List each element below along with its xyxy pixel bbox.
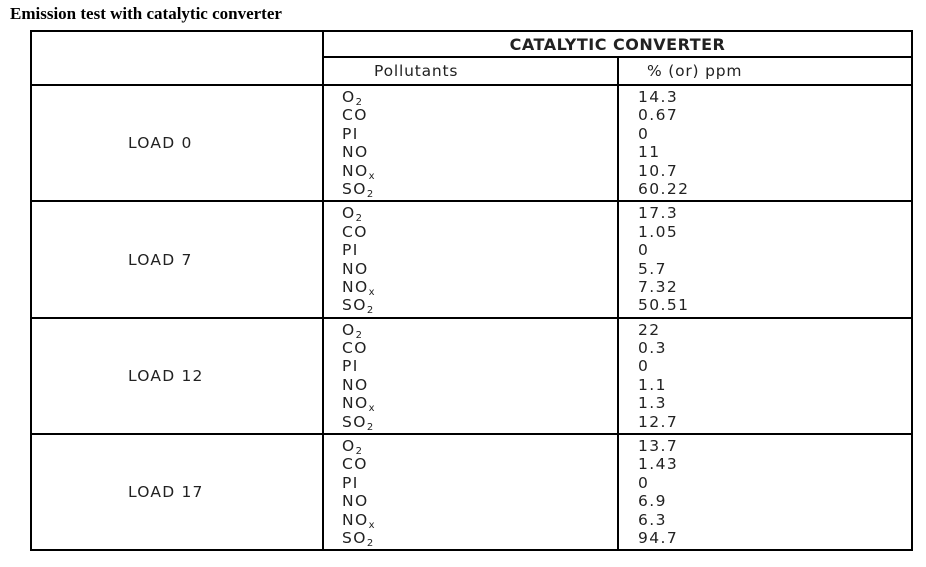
- pollutants-header: Pollutants: [323, 57, 618, 85]
- load-label: LOAD 7: [128, 250, 193, 269]
- table-row: [31, 85, 912, 201]
- load-label: LOAD 17: [128, 483, 204, 502]
- pollutant-name: $O_2$: [342, 437, 362, 458]
- values-cell: [618, 318, 912, 434]
- pollutants-cell: [323, 85, 618, 201]
- page-title: Emission test with catalytic converter: [10, 4, 282, 23]
- table-header-row: [31, 31, 912, 57]
- pollutant-name: NO: [342, 259, 369, 278]
- pollutant-value: 5.7: [638, 259, 667, 278]
- pollutant-value: 7.32: [638, 277, 679, 296]
- table-row: [31, 434, 912, 550]
- pollutant-value: 11: [638, 143, 661, 162]
- pollutant-value: 13.7: [638, 437, 679, 456]
- pollutant-name: NO: [342, 492, 369, 511]
- pollutant-name: PI: [342, 473, 359, 492]
- unit-header: % (or) ppm: [618, 57, 912, 85]
- pollutant-name: $SO_2$: [342, 528, 374, 549]
- values-cell: [618, 85, 912, 201]
- pollutant-name: $NO_x$: [342, 394, 375, 415]
- table-main-header: CATALYTIC CONVERTER: [323, 31, 912, 57]
- pollutant-name: NO: [342, 143, 369, 162]
- pollutant-value: 1.43: [638, 455, 679, 474]
- pollutant-name: PI: [342, 124, 359, 143]
- pollutant-name: $O_2$: [342, 204, 362, 225]
- pollutant-value: 12.7: [638, 412, 679, 431]
- pollutant-value: 0: [638, 357, 650, 376]
- pollutant-value: 6.9: [638, 492, 667, 511]
- load-label-cell: [31, 318, 323, 434]
- load-label: LOAD 12: [128, 366, 204, 385]
- pollutant-value: 17.3: [638, 204, 679, 223]
- pollutant-value: 1.1: [638, 375, 667, 394]
- pollutant-name: $NO_x$: [342, 277, 375, 298]
- pollutant-value: 94.7: [638, 528, 679, 547]
- pollutant-name: CO: [342, 106, 368, 125]
- pollutant-name: NO: [342, 375, 369, 394]
- pollutant-value: 0: [638, 241, 650, 260]
- values-cell: [618, 434, 912, 550]
- pollutant-value: 10.7: [638, 161, 679, 180]
- pollutant-name: $O_2$: [342, 320, 362, 341]
- pollutant-name: PI: [342, 357, 359, 376]
- pollutant-name: $NO_x$: [342, 161, 375, 182]
- emission-table: [30, 30, 913, 551]
- pollutants-cell: [323, 434, 618, 550]
- pollutant-value: 1.05: [638, 222, 679, 241]
- empty-corner-cell: [31, 31, 323, 85]
- pollutant-value: 0.67: [638, 106, 679, 125]
- values-cell: [618, 201, 912, 317]
- pollutant-name: $NO_x$: [342, 510, 375, 531]
- table-row: [31, 201, 912, 317]
- pollutant-name: $O_2$: [342, 88, 362, 108]
- pollutant-value: 6.3: [638, 510, 667, 529]
- pollutant-value: 1.3: [638, 394, 667, 413]
- pollutant-value: 0: [638, 124, 650, 143]
- pollutant-name: $SO_2$: [342, 296, 374, 317]
- load-label-cell: [31, 201, 323, 317]
- table-row: [31, 318, 912, 434]
- pollutant-value: 50.51: [638, 296, 690, 315]
- pollutants-cell: [323, 201, 618, 317]
- pollutant-name: PI: [342, 241, 359, 260]
- pollutant-value: 14.3: [638, 88, 679, 106]
- pollutants-cell: [323, 318, 618, 434]
- pollutant-value: 60.22: [638, 179, 690, 198]
- pollutant-value: 22: [638, 320, 661, 339]
- pollutant-name: CO: [342, 455, 368, 474]
- pollutant-name: CO: [342, 222, 368, 241]
- pollutant-name: $SO_2$: [342, 412, 374, 433]
- load-label-cell: [31, 85, 323, 201]
- pollutant-value: 0.3: [638, 339, 667, 358]
- pollutant-name: $SO_2$: [342, 179, 374, 200]
- pollutant-name: CO: [342, 339, 368, 358]
- load-label: LOAD 0: [128, 134, 193, 153]
- pollutant-value: 0: [638, 473, 650, 492]
- load-label-cell: [31, 434, 323, 550]
